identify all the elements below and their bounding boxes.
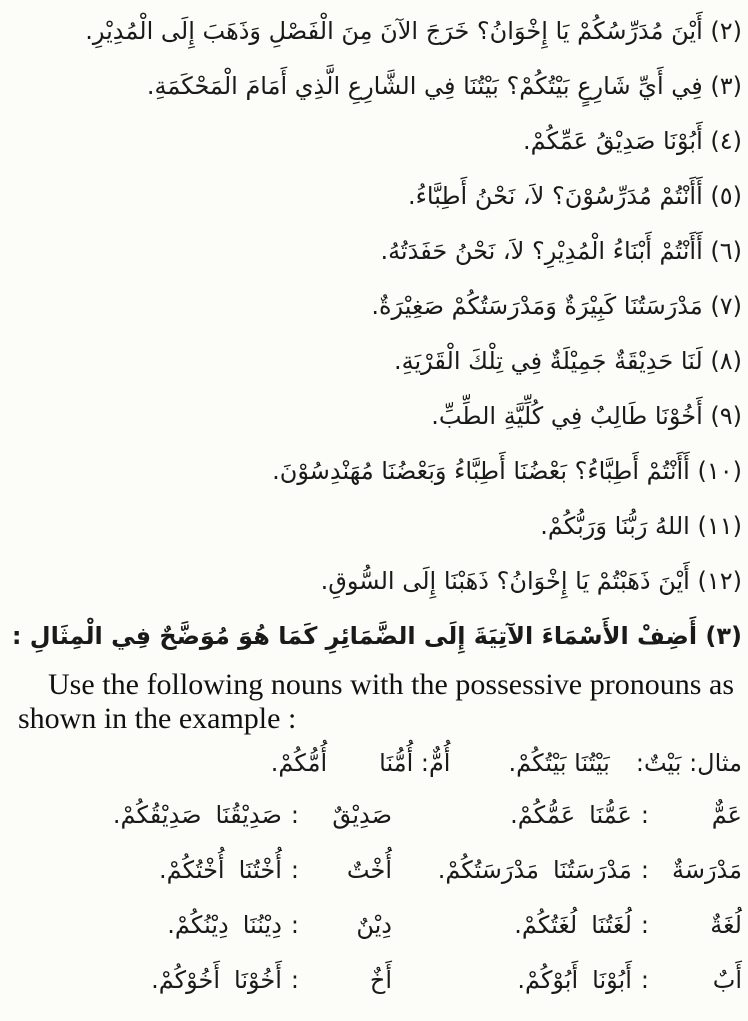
example-row bbox=[6, 738, 742, 788]
entry-form-our: صَدِيْقُنَا bbox=[215, 801, 282, 829]
entry-word: عَمٌّ bbox=[711, 801, 742, 829]
entry-form-your: عَمُّكُمْ. bbox=[510, 801, 576, 829]
sentence-4: (٤) أَبُوْنَا صَدِيْقُ عَمِّكُمْ. bbox=[523, 127, 742, 155]
entry-form-our: لُغَتُنَا bbox=[591, 911, 632, 939]
entry-form-our: أَبُوْنَا bbox=[592, 966, 632, 994]
entry-form-our: دِيْنُنَا bbox=[242, 911, 282, 939]
entry-colon: : bbox=[640, 801, 649, 829]
sentence-5: (٥) أَأَنْتُمْ مُدَرِّسُوْنَ؟ لاَ، نَحْنُ أَطِبَّاءُ. bbox=[407, 182, 742, 210]
entry-word: أَبٌ bbox=[712, 966, 742, 994]
exercise-2-sentence-list bbox=[6, 4, 742, 609]
entry-form-our: مَدْرَسَتُنَا bbox=[552, 856, 632, 884]
table-entry-akh bbox=[52, 953, 392, 1008]
table-entry-ab bbox=[406, 953, 742, 1008]
example-form-umm: أُمُّكُمْ. bbox=[270, 749, 328, 777]
entry-form-your: أَبُوْكُمْ. bbox=[517, 966, 579, 994]
sentence-10: (١٠) أَأَنْتُمْ أَطِبَّاءُ؟ بَعْضُنَا أَطِبَّاءُ وَبَعْضُنَا مُهَنْدِسُوْنَ. bbox=[272, 457, 742, 485]
english-instruction-line-1: Use the following nouns with the possessive pronouns as bbox=[48, 668, 734, 701]
entry-form-our: أَخُوْنَا bbox=[234, 966, 282, 994]
entry-colon: : bbox=[640, 966, 649, 994]
sentence-12: (١٢) أَيْنَ ذَهَبْتُمْ يَا إِخْوَانُ؟ ذَهَبْنَا إِلَى السُّوقِ. bbox=[320, 567, 742, 595]
entry-word: لُغَةٌ bbox=[710, 911, 742, 939]
example-label-umm: أُمٌّ: أُمُّنَا bbox=[379, 749, 451, 777]
entry-form-your: لُغَتُكُمْ. bbox=[514, 911, 578, 939]
noun-table-right-column bbox=[406, 788, 742, 1008]
entry-colon: : bbox=[640, 911, 649, 939]
entry-colon: : bbox=[640, 856, 649, 884]
english-instruction-line-2: shown in the example : bbox=[18, 702, 297, 735]
exercise-3-heading: (٣) أَضِفْ الأَسْمَاءَ الآتِيَةَ إِلَى الضَّمَائِرِ كَمَا هُوَ مُوَضَّحٌ فِي الْمِثَالِ : bbox=[11, 622, 742, 650]
entry-word: أَخٌ bbox=[369, 966, 392, 994]
sentence-6: (٦) أَأَنْتُمْ أَبْنَاءُ الْمُدِيْرِ؟ لاَ، نَحْنُ حَفَدَتُهُ. bbox=[380, 237, 742, 265]
table-entry-ukht bbox=[52, 843, 392, 898]
sentence-3: (٣) فِي أَيِّ شَارِعٍ بَيْتُكُمْ؟ بَيْتُنَا فِي الشَّارِعِ الَّذِي أَمَامَ الْمَحْكَمَةِ. bbox=[146, 72, 742, 100]
entry-form-our: أُخْتُنَا bbox=[238, 856, 282, 884]
entry-form-your: صَدِيْقُكُمْ. bbox=[112, 801, 202, 829]
noun-table bbox=[6, 788, 742, 1008]
entry-word: أُخْتٌ bbox=[346, 856, 392, 884]
example-forms-bayt: بَيْتُنَا بَيْتُكُمْ. bbox=[508, 749, 610, 777]
sentence-11: (١١) اللهُ رَبُّنَا وَرَبُّكُمْ. bbox=[540, 512, 742, 540]
entry-form-your: أُخْتُكُمْ. bbox=[158, 856, 225, 884]
sentence-7: (٧) مَدْرَسَتُنَا كَبِيْرَةٌ وَمَدْرَسَتُكُمْ صَغِيْرَةٌ. bbox=[371, 292, 742, 320]
example-label-bayt: مثال: بَيْتٌ: bbox=[635, 749, 742, 777]
entry-form-your: أَخُوْكُمْ. bbox=[151, 966, 220, 994]
english-instruction bbox=[6, 668, 742, 736]
entry-colon: : bbox=[290, 801, 299, 829]
entry-word: مَدْرَسَةٌ bbox=[671, 856, 742, 884]
entry-word: دِيْنٌ bbox=[356, 911, 392, 939]
sentence-8: (٨) لَنَا حَدِيْقَةٌ جَمِيْلَةٌ فِي تِلْكَ الْقَرْيَةِ. bbox=[393, 347, 742, 375]
entry-colon: : bbox=[290, 856, 299, 884]
entry-form-our: عَمُّنَا bbox=[589, 801, 632, 829]
entry-form-your: مَدْرَسَتُكُمْ. bbox=[437, 856, 539, 884]
entry-colon: : bbox=[290, 911, 299, 939]
table-entry-lugha bbox=[406, 898, 742, 953]
entry-form-your: دِيْنُكُمْ. bbox=[167, 911, 229, 939]
sentence-9: (٩) أَخُوْنَا طَالِبٌ فِي كُلِّيَّةِ الطِّبِّ. bbox=[431, 402, 742, 430]
table-entry-din bbox=[52, 898, 392, 953]
entry-word: صَدِيْقٌ bbox=[332, 801, 392, 829]
table-entry-madrasa bbox=[406, 843, 742, 898]
table-entry-amm bbox=[406, 788, 742, 843]
sentence-2: (٢) أَيْنَ مُدَرِّسُكُمْ يَا إِخْوَانُ؟ خَرَجَ الآنَ مِنَ الْفَصْلِ وَذَهَبَ إِلَى الْمُدِيْرِ. bbox=[85, 17, 742, 45]
entry-colon: : bbox=[290, 966, 299, 994]
table-entry-sadiq bbox=[52, 788, 392, 843]
noun-table-left-column bbox=[52, 788, 392, 1008]
